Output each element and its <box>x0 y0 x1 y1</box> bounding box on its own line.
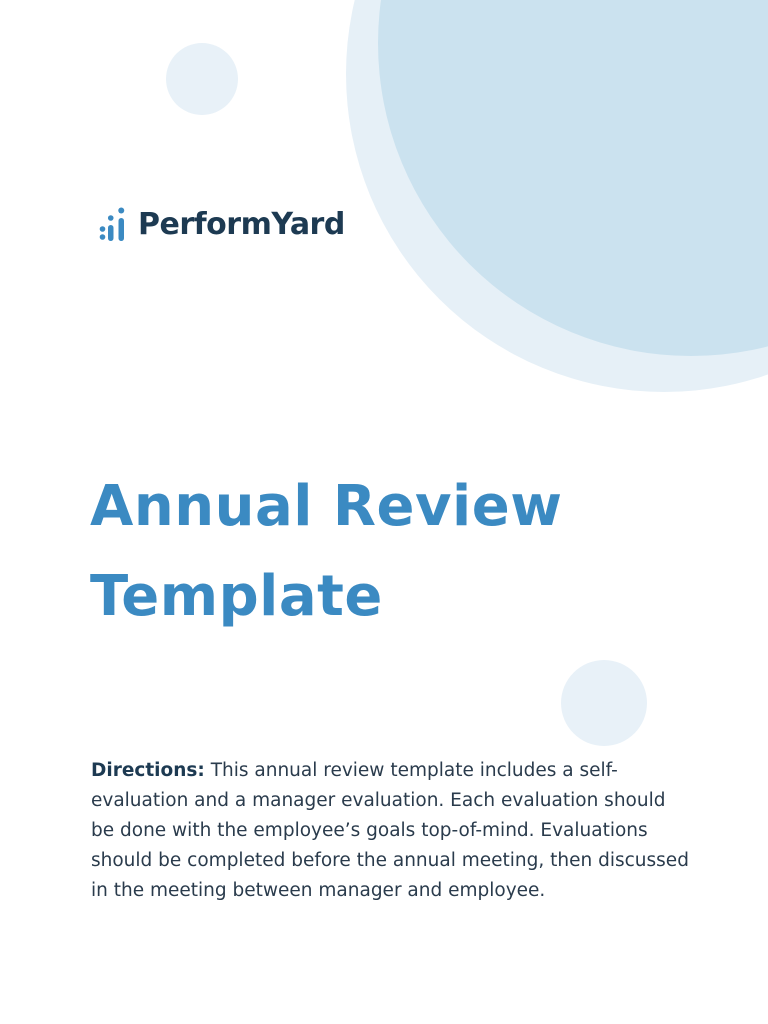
decorative-circle-small-middle <box>561 660 647 746</box>
title-line-1: Annual Review <box>90 474 563 539</box>
bar-chart-dots-icon <box>99 205 133 243</box>
title-line-2: Template <box>90 564 383 629</box>
directions-label: Directions: <box>91 760 205 781</box>
decorative-circle-small-top <box>166 43 238 115</box>
brand-logo <box>99 205 345 243</box>
decorative-circle-inner <box>378 0 768 356</box>
page-title <box>90 462 690 642</box>
directions-paragraph <box>91 756 691 906</box>
brand-name: PerformYard <box>138 206 345 242</box>
directions-text: This annual review template includes a self-evaluation and a manager evaluation. Each evaluation should be done with the employee’s goals top-of-mind. Evaluations should be completed before the annual meeting, then discussed in the meeting between manager and employee. <box>91 760 689 901</box>
